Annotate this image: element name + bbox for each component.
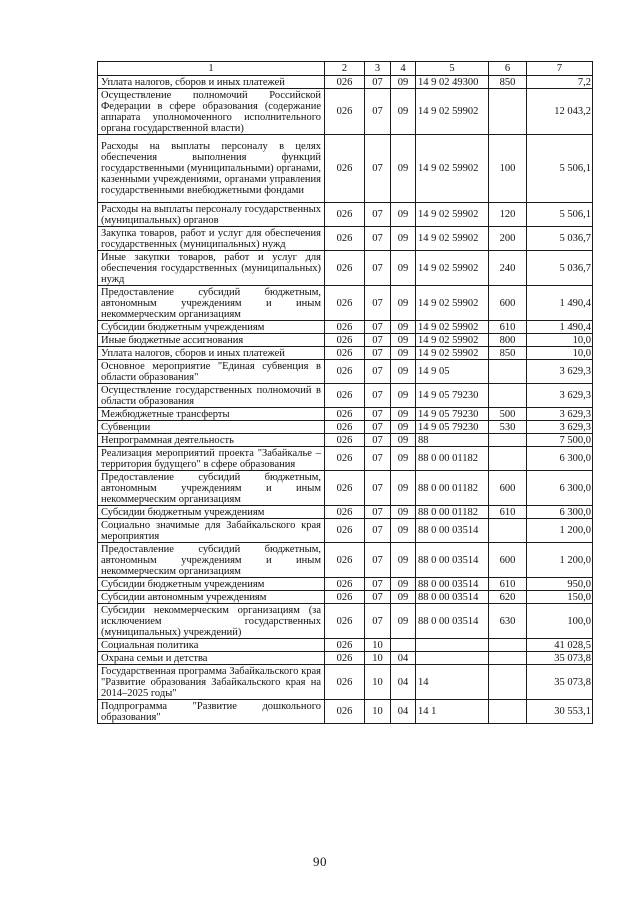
row-target-cell: 14 9 02 59902 — [416, 347, 489, 360]
row-subsection-cell: 09 — [391, 506, 416, 519]
row-amount-cell: 35 073,8 — [527, 652, 593, 665]
row-target-cell: 14 9 02 59902 — [416, 135, 489, 203]
table-row — [98, 89, 593, 135]
row-target-cell: 14 9 05 79230 — [416, 384, 489, 408]
row-code-cell: 026 — [325, 203, 365, 227]
row-expense-type-cell: 610 — [489, 321, 527, 334]
table-row — [98, 360, 593, 384]
row-name-cell: Расходы на выплаты персоналу государственных (муниципальных) органов — [98, 203, 325, 227]
row-amount-cell: 7 500,0 — [527, 434, 593, 447]
row-target-cell: 14 9 02 59902 — [416, 227, 489, 251]
row-subsection-cell: 09 — [391, 227, 416, 251]
row-expense-type-cell — [489, 447, 527, 471]
row-amount-cell: 6 300,0 — [527, 506, 593, 519]
row-amount-cell: 5 506,1 — [527, 135, 593, 203]
row-expense-type-cell: 610 — [489, 578, 527, 591]
row-expense-type-cell: 600 — [489, 543, 527, 578]
row-expense-type-cell: 600 — [489, 471, 527, 506]
row-target-cell: 14 9 05 79230 — [416, 421, 489, 434]
row-subsection-cell: 09 — [391, 591, 416, 604]
row-code-cell: 026 — [325, 251, 365, 286]
row-subsection-cell: 09 — [391, 334, 416, 347]
row-expense-type-cell: 500 — [489, 408, 527, 421]
row-target-cell: 88 0 00 03514 — [416, 578, 489, 591]
row-code-cell: 026 — [325, 421, 365, 434]
row-amount-cell: 6 300,0 — [527, 471, 593, 506]
header-cell-2: 2 — [325, 62, 365, 76]
row-target-cell: 14 1 — [416, 700, 489, 724]
row-code-cell: 026 — [325, 89, 365, 135]
row-amount-cell: 35 073,8 — [527, 665, 593, 700]
row-expense-type-cell — [489, 89, 527, 135]
row-subsection-cell: 09 — [391, 135, 416, 203]
row-amount-cell: 3 629,3 — [527, 360, 593, 384]
row-name-cell: Закупка товаров, работ и услуг для обеспечения государственных (муниципальных) нужд — [98, 227, 325, 251]
row-section-cell: 07 — [365, 408, 391, 421]
row-target-cell: 14 9 02 59902 — [416, 321, 489, 334]
row-section-cell: 07 — [365, 203, 391, 227]
row-expense-type-cell: 240 — [489, 251, 527, 286]
row-subsection-cell: 04 — [391, 700, 416, 724]
row-section-cell: 07 — [365, 76, 391, 89]
row-target-cell: 14 9 02 59902 — [416, 251, 489, 286]
table-row — [98, 347, 593, 360]
table-body — [98, 62, 593, 724]
table-row — [98, 700, 593, 724]
row-target-cell — [416, 639, 489, 652]
row-code-cell: 026 — [325, 591, 365, 604]
row-name-cell: Предоставление субсидий бюджетным, автономным учреждениям и иным некоммерческим организациям — [98, 286, 325, 321]
row-amount-cell: 950,0 — [527, 578, 593, 591]
header-cell-4: 4 — [391, 62, 416, 76]
row-name-cell: Непрограммная деятельность — [98, 434, 325, 447]
row-section-cell: 07 — [365, 227, 391, 251]
row-expense-type-cell: 850 — [489, 347, 527, 360]
row-target-cell: 14 9 02 59902 — [416, 89, 489, 135]
row-section-cell: 07 — [365, 471, 391, 506]
budget-table — [97, 61, 593, 724]
row-code-cell: 026 — [325, 227, 365, 251]
row-expense-type-cell — [489, 360, 527, 384]
row-section-cell: 07 — [365, 578, 391, 591]
row-code-cell: 026 — [325, 700, 365, 724]
row-amount-cell: 3 629,3 — [527, 408, 593, 421]
row-target-cell: 14 9 02 59902 — [416, 334, 489, 347]
row-subsection-cell: 09 — [391, 286, 416, 321]
row-section-cell: 07 — [365, 591, 391, 604]
row-code-cell: 026 — [325, 604, 365, 639]
row-name-cell: Основное мероприятие "Единая субвенция в области образования" — [98, 360, 325, 384]
row-section-cell: 07 — [365, 334, 391, 347]
table-row — [98, 384, 593, 408]
row-subsection-cell: 09 — [391, 578, 416, 591]
row-target-cell: 88 0 00 01182 — [416, 471, 489, 506]
row-section-cell: 07 — [365, 384, 391, 408]
row-section-cell: 10 — [365, 700, 391, 724]
table-row — [98, 227, 593, 251]
row-subsection-cell: 09 — [391, 76, 416, 89]
header-cell-5: 5 — [416, 62, 489, 76]
row-code-cell: 026 — [325, 135, 365, 203]
header-cell-1: 1 — [98, 62, 325, 76]
row-amount-cell: 100,0 — [527, 604, 593, 639]
row-code-cell: 026 — [325, 321, 365, 334]
table-row — [98, 591, 593, 604]
row-subsection-cell: 09 — [391, 447, 416, 471]
row-amount-cell: 1 490,4 — [527, 286, 593, 321]
row-expense-type-cell — [489, 652, 527, 665]
row-name-cell: Субсидии бюджетным учреждениям — [98, 321, 325, 334]
row-target-cell: 14 9 05 — [416, 360, 489, 384]
table-row — [98, 543, 593, 578]
row-target-cell: 88 0 00 01182 — [416, 506, 489, 519]
row-amount-cell: 41 028,5 — [527, 639, 593, 652]
row-code-cell: 026 — [325, 408, 365, 421]
row-expense-type-cell: 850 — [489, 76, 527, 89]
row-amount-cell: 5 506,1 — [527, 203, 593, 227]
row-section-cell: 07 — [365, 360, 391, 384]
row-name-cell: Субсидии некоммерческим организациям (за исключением государственных (муниципальных) учреждений) — [98, 604, 325, 639]
table-row — [98, 251, 593, 286]
row-expense-type-cell: 630 — [489, 604, 527, 639]
row-code-cell: 026 — [325, 665, 365, 700]
row-subsection-cell: 09 — [391, 203, 416, 227]
row-code-cell: 026 — [325, 639, 365, 652]
row-amount-cell: 7,2 — [527, 76, 593, 89]
row-subsection-cell: 09 — [391, 421, 416, 434]
row-subsection-cell: 09 — [391, 519, 416, 543]
row-target-cell: 14 — [416, 665, 489, 700]
row-section-cell: 07 — [365, 89, 391, 135]
row-expense-type-cell: 620 — [489, 591, 527, 604]
row-code-cell: 026 — [325, 347, 365, 360]
row-target-cell: 14 9 05 79230 — [416, 408, 489, 421]
row-name-cell: Межбюджетные трансферты — [98, 408, 325, 421]
row-amount-cell: 30 553,1 — [527, 700, 593, 724]
row-target-cell: 14 9 02 59902 — [416, 286, 489, 321]
row-expense-type-cell: 120 — [489, 203, 527, 227]
row-section-cell: 10 — [365, 639, 391, 652]
row-name-cell: Иные закупки товаров, работ и услуг для обеспечения государственных (муниципальных) нужд — [98, 251, 325, 286]
row-name-cell: Субсидии автономным учреждениям — [98, 591, 325, 604]
table-header-row — [98, 62, 593, 76]
row-target-cell — [416, 652, 489, 665]
row-expense-type-cell — [489, 519, 527, 543]
row-code-cell: 026 — [325, 434, 365, 447]
row-subsection-cell: 09 — [391, 408, 416, 421]
table-row — [98, 639, 593, 652]
row-code-cell: 026 — [325, 578, 365, 591]
row-section-cell: 07 — [365, 421, 391, 434]
row-name-cell: Социальная политика — [98, 639, 325, 652]
row-code-cell: 026 — [325, 652, 365, 665]
table-row — [98, 434, 593, 447]
row-name-cell: Охрана семьи и детства — [98, 652, 325, 665]
row-section-cell: 07 — [365, 347, 391, 360]
table-row — [98, 286, 593, 321]
row-amount-cell: 3 629,3 — [527, 421, 593, 434]
table-row — [98, 334, 593, 347]
row-code-cell: 026 — [325, 384, 365, 408]
row-section-cell: 07 — [365, 506, 391, 519]
row-expense-type-cell: 200 — [489, 227, 527, 251]
row-amount-cell: 1 490,4 — [527, 321, 593, 334]
row-code-cell: 026 — [325, 447, 365, 471]
row-target-cell: 88 0 00 01182 — [416, 447, 489, 471]
row-subsection-cell: 04 — [391, 665, 416, 700]
row-section-cell: 07 — [365, 286, 391, 321]
row-subsection-cell: 09 — [391, 347, 416, 360]
row-section-cell: 07 — [365, 543, 391, 578]
table-row — [98, 652, 593, 665]
table-row — [98, 421, 593, 434]
row-code-cell: 026 — [325, 471, 365, 506]
row-code-cell: 026 — [325, 543, 365, 578]
row-section-cell: 07 — [365, 321, 391, 334]
table-row — [98, 665, 593, 700]
row-subsection-cell: 09 — [391, 384, 416, 408]
row-target-cell: 88 0 00 03514 — [416, 604, 489, 639]
header-cell-7: 7 — [527, 62, 593, 76]
header-cell-3: 3 — [365, 62, 391, 76]
row-name-cell: Уплата налогов, сборов и иных платежей — [98, 347, 325, 360]
row-amount-cell: 12 043,2 — [527, 89, 593, 135]
row-section-cell: 07 — [365, 434, 391, 447]
row-section-cell: 07 — [365, 604, 391, 639]
row-name-cell: Реализация мероприятий проекта "Забайкалье – территория будущего" в сфере образования — [98, 447, 325, 471]
row-target-cell: 88 — [416, 434, 489, 447]
row-section-cell: 10 — [365, 665, 391, 700]
table-row — [98, 578, 593, 591]
table-row — [98, 506, 593, 519]
row-amount-cell: 1 200,0 — [527, 543, 593, 578]
row-expense-type-cell: 530 — [489, 421, 527, 434]
row-subsection-cell: 09 — [391, 89, 416, 135]
row-subsection-cell: 09 — [391, 434, 416, 447]
row-code-cell: 026 — [325, 519, 365, 543]
table-row — [98, 471, 593, 506]
row-expense-type-cell: 100 — [489, 135, 527, 203]
row-amount-cell: 6 300,0 — [527, 447, 593, 471]
row-name-cell: Субсидии бюджетным учреждениям — [98, 578, 325, 591]
row-target-cell: 88 0 00 03514 — [416, 519, 489, 543]
header-cell-6: 6 — [489, 62, 527, 76]
row-expense-type-cell — [489, 639, 527, 652]
table-row — [98, 519, 593, 543]
table-row — [98, 203, 593, 227]
row-expense-type-cell — [489, 700, 527, 724]
row-code-cell: 026 — [325, 360, 365, 384]
row-target-cell: 14 9 02 59902 — [416, 203, 489, 227]
row-subsection-cell: 04 — [391, 652, 416, 665]
row-code-cell: 026 — [325, 286, 365, 321]
row-subsection-cell: 09 — [391, 360, 416, 384]
row-subsection-cell — [391, 639, 416, 652]
row-expense-type-cell: 600 — [489, 286, 527, 321]
row-subsection-cell: 09 — [391, 321, 416, 334]
row-name-cell: Предоставление субсидий бюджетным, автономным учреждениям и иным некоммерческим организациям — [98, 471, 325, 506]
row-name-cell: Подпрограмма "Развитие дошкольного образования" — [98, 700, 325, 724]
row-amount-cell: 1 200,0 — [527, 519, 593, 543]
row-subsection-cell: 09 — [391, 471, 416, 506]
row-amount-cell: 150,0 — [527, 591, 593, 604]
row-name-cell: Предоставление субсидий бюджетным, автономным учреждениям и иным некоммерческим организациям — [98, 543, 325, 578]
row-section-cell: 07 — [365, 135, 391, 203]
row-amount-cell: 5 036,7 — [527, 227, 593, 251]
table-row — [98, 321, 593, 334]
row-code-cell: 026 — [325, 76, 365, 89]
table-row — [98, 447, 593, 471]
row-expense-type-cell — [489, 434, 527, 447]
row-name-cell: Социально значимые для Забайкальского края мероприятия — [98, 519, 325, 543]
row-section-cell: 07 — [365, 251, 391, 286]
row-code-cell: 026 — [325, 334, 365, 347]
row-target-cell: 14 9 02 49300 — [416, 76, 489, 89]
page-number: 90 — [313, 854, 327, 869]
row-section-cell: 07 — [365, 519, 391, 543]
table-row — [98, 135, 593, 203]
table-row — [98, 604, 593, 639]
row-code-cell: 026 — [325, 506, 365, 519]
row-name-cell: Субвенции — [98, 421, 325, 434]
row-name-cell: Уплата налогов, сборов и иных платежей — [98, 76, 325, 89]
row-expense-type-cell — [489, 384, 527, 408]
row-subsection-cell: 09 — [391, 543, 416, 578]
row-name-cell: Субсидии бюджетным учреждениям — [98, 506, 325, 519]
row-expense-type-cell: 800 — [489, 334, 527, 347]
row-amount-cell: 3 629,3 — [527, 384, 593, 408]
row-section-cell: 07 — [365, 447, 391, 471]
row-target-cell: 88 0 00 03514 — [416, 543, 489, 578]
row-name-cell: Государственная программа Забайкальского края "Развитие образования Забайкальского края на 2014–2025 годы" — [98, 665, 325, 700]
row-target-cell: 88 0 00 03514 — [416, 591, 489, 604]
table-row — [98, 76, 593, 89]
row-amount-cell: 10,0 — [527, 347, 593, 360]
row-expense-type-cell — [489, 665, 527, 700]
row-expense-type-cell: 610 — [489, 506, 527, 519]
row-section-cell: 10 — [365, 652, 391, 665]
table-row — [98, 408, 593, 421]
row-name-cell: Осуществление государственных полномочий в области образования — [98, 384, 325, 408]
row-name-cell: Расходы на выплаты персоналу в целях обеспечения выполнения функций государственными (муниципальными) органами, казенными учреждениями, органами управления государственными внебюджетными фондами — [98, 135, 325, 203]
row-name-cell: Иные бюджетные ассигнования — [98, 334, 325, 347]
row-name-cell: Осуществление полномочий Российской Федерации в сфере образования (содержание аппарата уполномоченного исполнительного органа государственной власти) — [98, 89, 325, 135]
row-subsection-cell: 09 — [391, 604, 416, 639]
row-subsection-cell: 09 — [391, 251, 416, 286]
row-amount-cell: 10,0 — [527, 334, 593, 347]
row-amount-cell: 5 036,7 — [527, 251, 593, 286]
